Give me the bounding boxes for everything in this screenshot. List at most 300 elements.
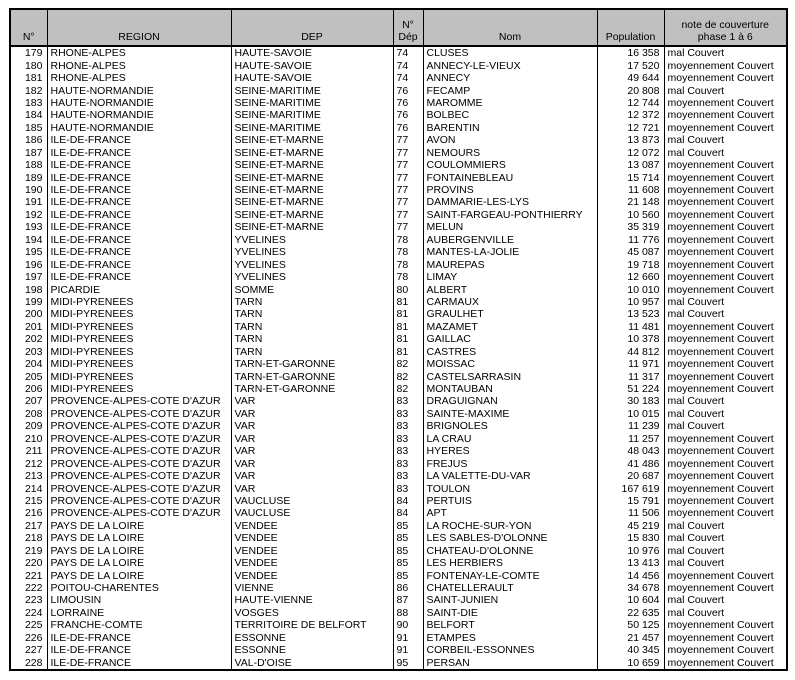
cell-num: 228 (10, 656, 47, 669)
cell-num: 195 (10, 246, 47, 258)
cell-num-dep: 81 (393, 296, 423, 308)
cell-dep: VAR (231, 457, 393, 469)
col-header-region (47, 9, 231, 46)
cell-num-dep: 83 (393, 482, 423, 494)
cell-num: 189 (10, 171, 47, 183)
cell-num-dep: 83 (393, 470, 423, 482)
cell-region: ILE-DE-FRANCE (47, 171, 231, 183)
cell-region: PROVENCE-ALPES-COTE D'AZUR (47, 433, 231, 445)
table-row (10, 569, 787, 581)
cell-dep: YVELINES (231, 234, 393, 246)
cell-nom: MAROMME (423, 97, 597, 109)
cell-num-dep: 80 (393, 283, 423, 295)
cell-dep: VENDEE (231, 557, 393, 569)
cell-nom: CARMAUX (423, 296, 597, 308)
cell-note: moyennement Couvert (664, 656, 787, 669)
cell-num-dep: 74 (393, 46, 423, 59)
cell-dep: VAR (231, 445, 393, 457)
table-row (10, 358, 787, 370)
table-row (10, 196, 787, 208)
cell-population: 20 687 (597, 470, 664, 482)
cell-nom: SAINT-FARGEAU-PONTHIERRY (423, 209, 597, 221)
cell-region: MIDI-PYRENEES (47, 370, 231, 382)
cell-nom: BELFORT (423, 619, 597, 631)
cell-dep: HAUTE-SAVOIE (231, 72, 393, 84)
table-row (10, 46, 787, 59)
cell-num: 203 (10, 346, 47, 358)
cell-note: mal Couvert (664, 607, 787, 619)
cell-region: PROVENCE-ALPES-COTE D'AZUR (47, 470, 231, 482)
cell-nom: LIMAY (423, 271, 597, 283)
header-line: note de couverture (681, 19, 770, 31)
cell-dep: TARN (231, 346, 393, 358)
cell-num-dep: 77 (393, 209, 423, 221)
cell-dep: VAUCLUSE (231, 507, 393, 519)
cell-region: RHONE-ALPES (47, 72, 231, 84)
cell-dep: VAR (231, 482, 393, 494)
cell-population: 11 506 (597, 507, 664, 519)
cell-num: 186 (10, 134, 47, 146)
cell-num-dep: 77 (393, 221, 423, 233)
cell-dep: SOMME (231, 283, 393, 295)
cell-population: 10 015 (597, 408, 664, 420)
cell-note: mal Couvert (664, 147, 787, 159)
cell-num-dep: 76 (393, 97, 423, 109)
cell-note: moyennement Couvert (664, 209, 787, 221)
cell-nom: COULOMMIERS (423, 159, 597, 171)
table-row (10, 433, 787, 445)
cell-dep: SEINE-MARITIME (231, 109, 393, 121)
cell-population: 11 608 (597, 184, 664, 196)
cell-population: 11 481 (597, 321, 664, 333)
table-body (10, 46, 787, 670)
cell-nom: FONTAINEBLEAU (423, 171, 597, 183)
cell-dep: SEINE-MARITIME (231, 97, 393, 109)
table-row (10, 72, 787, 84)
cell-num-dep: 77 (393, 196, 423, 208)
cell-num-dep: 74 (393, 72, 423, 84)
cell-note: moyennement Couvert (664, 457, 787, 469)
cell-dep: ESSONNE (231, 644, 393, 656)
cell-population: 10 957 (597, 296, 664, 308)
cell-dep: TARN (231, 321, 393, 333)
cell-note: moyennement Couvert (664, 234, 787, 246)
cell-population: 11 971 (597, 358, 664, 370)
cell-num-dep: 77 (393, 147, 423, 159)
cell-note: mal Couvert (664, 408, 787, 420)
cell-num: 181 (10, 72, 47, 84)
cell-num: 206 (10, 383, 47, 395)
cell-dep: VAR (231, 433, 393, 445)
cell-nom: MAUREPAS (423, 258, 597, 270)
cell-population: 15 714 (597, 171, 664, 183)
cell-note: moyennement Couvert (664, 495, 787, 507)
cell-num-dep: 77 (393, 134, 423, 146)
cell-note: moyennement Couvert (664, 644, 787, 656)
cell-population: 15 791 (597, 495, 664, 507)
cell-num-dep: 81 (393, 346, 423, 358)
cell-note: mal Couvert (664, 520, 787, 532)
cell-num: 217 (10, 520, 47, 532)
coverage-table-sheet (9, 8, 788, 671)
cell-nom: ALBERT (423, 283, 597, 295)
header-line: phase 1 à 6 (697, 31, 753, 43)
cell-num: 220 (10, 557, 47, 569)
table-row (10, 470, 787, 482)
cell-note: mal Couvert (664, 308, 787, 320)
cell-num-dep: 78 (393, 246, 423, 258)
table-row (10, 607, 787, 619)
cell-note: moyennement Couvert (664, 221, 787, 233)
table-row (10, 184, 787, 196)
cell-population: 21 457 (597, 632, 664, 644)
cell-nom: BOLBEC (423, 109, 597, 121)
cell-nom: LES SABLES-D'OLONNE (423, 532, 597, 544)
cell-population: 16 358 (597, 46, 664, 59)
table-row (10, 408, 787, 420)
cell-nom: CORBEIL-ESSONNES (423, 644, 597, 656)
cell-num-dep: 91 (393, 632, 423, 644)
cell-nom: CASTRES (423, 346, 597, 358)
cell-note: mal Couvert (664, 545, 787, 557)
cell-num: 205 (10, 370, 47, 382)
cell-population: 10 010 (597, 283, 664, 295)
table-row (10, 109, 787, 121)
cell-population: 12 372 (597, 109, 664, 121)
cell-note: moyennement Couvert (664, 271, 787, 283)
cell-nom: SAINTE-MAXIME (423, 408, 597, 420)
cell-num: 222 (10, 582, 47, 594)
cell-dep: TERRITOIRE DE BELFORT (231, 619, 393, 631)
cell-nom: LES HERBIERS (423, 557, 597, 569)
cell-num-dep: 83 (393, 420, 423, 432)
cell-region: ILE-DE-FRANCE (47, 147, 231, 159)
cell-population: 41 486 (597, 457, 664, 469)
cell-note: moyennement Couvert (664, 258, 787, 270)
cell-population: 11 257 (597, 433, 664, 445)
cell-note: moyennement Couvert (664, 445, 787, 457)
cell-region: HAUTE-NORMANDIE (47, 97, 231, 109)
header-line: REGION (118, 31, 160, 43)
cell-num: 187 (10, 147, 47, 159)
cell-num-dep: 84 (393, 507, 423, 519)
cell-dep: VENDEE (231, 569, 393, 581)
cell-dep: TARN (231, 296, 393, 308)
cell-num: 211 (10, 445, 47, 457)
cell-num: 201 (10, 321, 47, 333)
cell-region: PAYS DE LA LOIRE (47, 545, 231, 557)
cell-num: 191 (10, 196, 47, 208)
cell-dep: VAR (231, 395, 393, 407)
table-row (10, 644, 787, 656)
cell-num: 208 (10, 408, 47, 420)
cell-num: 223 (10, 594, 47, 606)
cell-num-dep: 81 (393, 321, 423, 333)
cell-note: moyennement Couvert (664, 333, 787, 345)
cell-num-dep: 78 (393, 258, 423, 270)
table-row (10, 520, 787, 532)
table-row (10, 395, 787, 407)
table-row (10, 557, 787, 569)
cell-region: MIDI-PYRENEES (47, 346, 231, 358)
cell-num-dep: 83 (393, 433, 423, 445)
cell-num: 215 (10, 495, 47, 507)
cell-num: 198 (10, 283, 47, 295)
cell-num-dep: 85 (393, 520, 423, 532)
cell-population: 12 660 (597, 271, 664, 283)
cell-num: 209 (10, 420, 47, 432)
cell-region: ILE-DE-FRANCE (47, 234, 231, 246)
table-row (10, 321, 787, 333)
cell-region: PROVENCE-ALPES-COTE D'AZUR (47, 457, 231, 469)
cell-num-dep: 81 (393, 333, 423, 345)
cell-num: 190 (10, 184, 47, 196)
cell-population: 50 125 (597, 619, 664, 631)
cell-note: moyennement Couvert (664, 196, 787, 208)
table-row (10, 159, 787, 171)
cell-region: ILE-DE-FRANCE (47, 644, 231, 656)
cell-dep: HAUTE-SAVOIE (231, 46, 393, 59)
cell-note: moyennement Couvert (664, 358, 787, 370)
cell-region: ILE-DE-FRANCE (47, 196, 231, 208)
cell-note: moyennement Couvert (664, 433, 787, 445)
cell-region: PICARDIE (47, 283, 231, 295)
cell-region: PROVENCE-ALPES-COTE D'AZUR (47, 482, 231, 494)
cell-population: 11 776 (597, 234, 664, 246)
cell-region: MIDI-PYRENEES (47, 308, 231, 320)
cell-note: moyennement Couvert (664, 582, 787, 594)
cell-note: moyennement Couvert (664, 619, 787, 631)
cell-num: 199 (10, 296, 47, 308)
cell-num: 214 (10, 482, 47, 494)
cell-note: moyennement Couvert (664, 283, 787, 295)
header-line: N° (402, 19, 414, 31)
cell-num: 224 (10, 607, 47, 619)
cell-nom: DAMMARIE-LES-LYS (423, 196, 597, 208)
cell-num-dep: 78 (393, 271, 423, 283)
cell-population: 19 718 (597, 258, 664, 270)
cell-population: 44 812 (597, 346, 664, 358)
cell-nom: CASTELSARRASIN (423, 370, 597, 382)
cell-population: 48 043 (597, 445, 664, 457)
cell-num-dep: 82 (393, 358, 423, 370)
cell-region: RHONE-ALPES (47, 59, 231, 71)
cell-num: 184 (10, 109, 47, 121)
table-row (10, 482, 787, 494)
cell-note: moyennement Couvert (664, 470, 787, 482)
cell-num-dep: 82 (393, 370, 423, 382)
cell-nom: APT (423, 507, 597, 519)
cell-nom: FECAMP (423, 84, 597, 96)
table-row (10, 97, 787, 109)
cell-num-dep: 85 (393, 532, 423, 544)
cell-population: 13 413 (597, 557, 664, 569)
cell-num: 183 (10, 97, 47, 109)
table-row (10, 445, 787, 457)
cell-population: 11 239 (597, 420, 664, 432)
cell-nom: NEMOURS (423, 147, 597, 159)
cell-population: 21 148 (597, 196, 664, 208)
cell-population: 13 873 (597, 134, 664, 146)
cell-region: MIDI-PYRENEES (47, 321, 231, 333)
cell-population: 17 520 (597, 59, 664, 71)
cell-note: mal Couvert (664, 532, 787, 544)
cell-dep: HAUTE-VIENNE (231, 594, 393, 606)
table-row (10, 147, 787, 159)
cell-region: ILE-DE-FRANCE (47, 258, 231, 270)
cell-num-dep: 83 (393, 445, 423, 457)
cell-num: 193 (10, 221, 47, 233)
cell-note: moyennement Couvert (664, 507, 787, 519)
cell-note: moyennement Couvert (664, 321, 787, 333)
cell-population: 13 087 (597, 159, 664, 171)
cell-region: ILE-DE-FRANCE (47, 246, 231, 258)
cell-population: 40 345 (597, 644, 664, 656)
cell-note: moyennement Couvert (664, 97, 787, 109)
cell-num-dep: 76 (393, 84, 423, 96)
cell-note: moyennement Couvert (664, 569, 787, 581)
cell-num: 188 (10, 159, 47, 171)
cell-population: 45 219 (597, 520, 664, 532)
cell-region: ILE-DE-FRANCE (47, 632, 231, 644)
cell-dep: VOSGES (231, 607, 393, 619)
cell-population: 12 072 (597, 147, 664, 159)
cell-region: PROVENCE-ALPES-COTE D'AZUR (47, 395, 231, 407)
cell-note: moyennement Couvert (664, 346, 787, 358)
table-row (10, 333, 787, 345)
cell-num-dep: 88 (393, 607, 423, 619)
table-row (10, 545, 787, 557)
cell-population: 20 808 (597, 84, 664, 96)
cell-population: 10 560 (597, 209, 664, 221)
cell-dep: VAUCLUSE (231, 495, 393, 507)
cell-note: moyennement Couvert (664, 482, 787, 494)
cell-dep: TARN-ET-GARONNE (231, 383, 393, 395)
coverage-table (9, 8, 788, 671)
cell-nom: MAZAMET (423, 321, 597, 333)
cell-num-dep: 82 (393, 383, 423, 395)
cell-num: 213 (10, 470, 47, 482)
table-row (10, 296, 787, 308)
table-row (10, 383, 787, 395)
cell-dep: YVELINES (231, 246, 393, 258)
table-row (10, 582, 787, 594)
cell-dep: VIENNE (231, 582, 393, 594)
cell-note: mal Couvert (664, 395, 787, 407)
cell-population: 49 644 (597, 72, 664, 84)
cell-nom: GAILLAC (423, 333, 597, 345)
cell-note: moyennement Couvert (664, 72, 787, 84)
cell-note: mal Couvert (664, 420, 787, 432)
cell-region: ILE-DE-FRANCE (47, 159, 231, 171)
cell-dep: VENDEE (231, 520, 393, 532)
cell-dep: VENDEE (231, 545, 393, 557)
cell-num-dep: 83 (393, 457, 423, 469)
col-header-num (10, 9, 47, 46)
cell-nom: MOISSAC (423, 358, 597, 370)
cell-region: ILE-DE-FRANCE (47, 656, 231, 669)
cell-nom: ANNECY-LE-VIEUX (423, 59, 597, 71)
table-row (10, 457, 787, 469)
table-row (10, 594, 787, 606)
cell-note: mal Couvert (664, 84, 787, 96)
cell-dep: TARN (231, 308, 393, 320)
cell-num-dep: 83 (393, 395, 423, 407)
cell-num-dep: 86 (393, 582, 423, 594)
cell-dep: VAR (231, 420, 393, 432)
cell-num-dep: 74 (393, 59, 423, 71)
cell-nom: CHATELLERAULT (423, 582, 597, 594)
table-row (10, 507, 787, 519)
cell-population: 13 523 (597, 308, 664, 320)
cell-region: LORRAINE (47, 607, 231, 619)
table-header (10, 9, 787, 46)
table-row (10, 346, 787, 358)
cell-dep: SEINE-MARITIME (231, 84, 393, 96)
cell-population: 10 976 (597, 545, 664, 557)
cell-region: PROVENCE-ALPES-COTE D'AZUR (47, 408, 231, 420)
cell-num: 196 (10, 258, 47, 270)
table-row (10, 308, 787, 320)
cell-nom: PROVINS (423, 184, 597, 196)
cell-region: ILE-DE-FRANCE (47, 184, 231, 196)
cell-nom: GRAULHET (423, 308, 597, 320)
cell-nom: AUBERGENVILLE (423, 234, 597, 246)
table-row (10, 420, 787, 432)
cell-num-dep: 91 (393, 644, 423, 656)
cell-dep: ESSONNE (231, 632, 393, 644)
cell-num: 221 (10, 569, 47, 581)
cell-note: moyennement Couvert (664, 122, 787, 134)
cell-region: ILE-DE-FRANCE (47, 134, 231, 146)
cell-num: 194 (10, 234, 47, 246)
cell-dep: VAL-D'OISE (231, 656, 393, 669)
cell-dep: HAUTE-SAVOIE (231, 59, 393, 71)
header-line: Population (605, 31, 656, 43)
cell-num-dep: 77 (393, 171, 423, 183)
col-header-dep (231, 9, 393, 46)
cell-note: mal Couvert (664, 557, 787, 569)
cell-num-dep: 85 (393, 569, 423, 581)
header-line: Dép (398, 31, 418, 43)
cell-num-dep: 77 (393, 159, 423, 171)
col-header-nom (423, 9, 597, 46)
cell-region: RHONE-ALPES (47, 46, 231, 59)
table-row (10, 134, 787, 146)
cell-num-dep: 76 (393, 122, 423, 134)
cell-note: moyennement Couvert (664, 246, 787, 258)
cell-region: PAYS DE LA LOIRE (47, 569, 231, 581)
cell-num-dep: 84 (393, 495, 423, 507)
cell-num-dep: 81 (393, 308, 423, 320)
table-row (10, 619, 787, 631)
cell-region: PROVENCE-ALPES-COTE D'AZUR (47, 495, 231, 507)
cell-dep: SEINE-MARITIME (231, 122, 393, 134)
cell-num: 226 (10, 632, 47, 644)
cell-num: 185 (10, 122, 47, 134)
table-row (10, 122, 787, 134)
cell-region: HAUTE-NORMANDIE (47, 109, 231, 121)
cell-nom: SAINT-JUNIEN (423, 594, 597, 606)
cell-region: PROVENCE-ALPES-COTE D'AZUR (47, 507, 231, 519)
cell-note: mal Couvert (664, 134, 787, 146)
cell-population: 12 721 (597, 122, 664, 134)
cell-region: LIMOUSIN (47, 594, 231, 606)
cell-num: 192 (10, 209, 47, 221)
cell-region: PAYS DE LA LOIRE (47, 520, 231, 532)
cell-dep: VENDEE (231, 532, 393, 544)
cell-num-dep: 90 (393, 619, 423, 631)
